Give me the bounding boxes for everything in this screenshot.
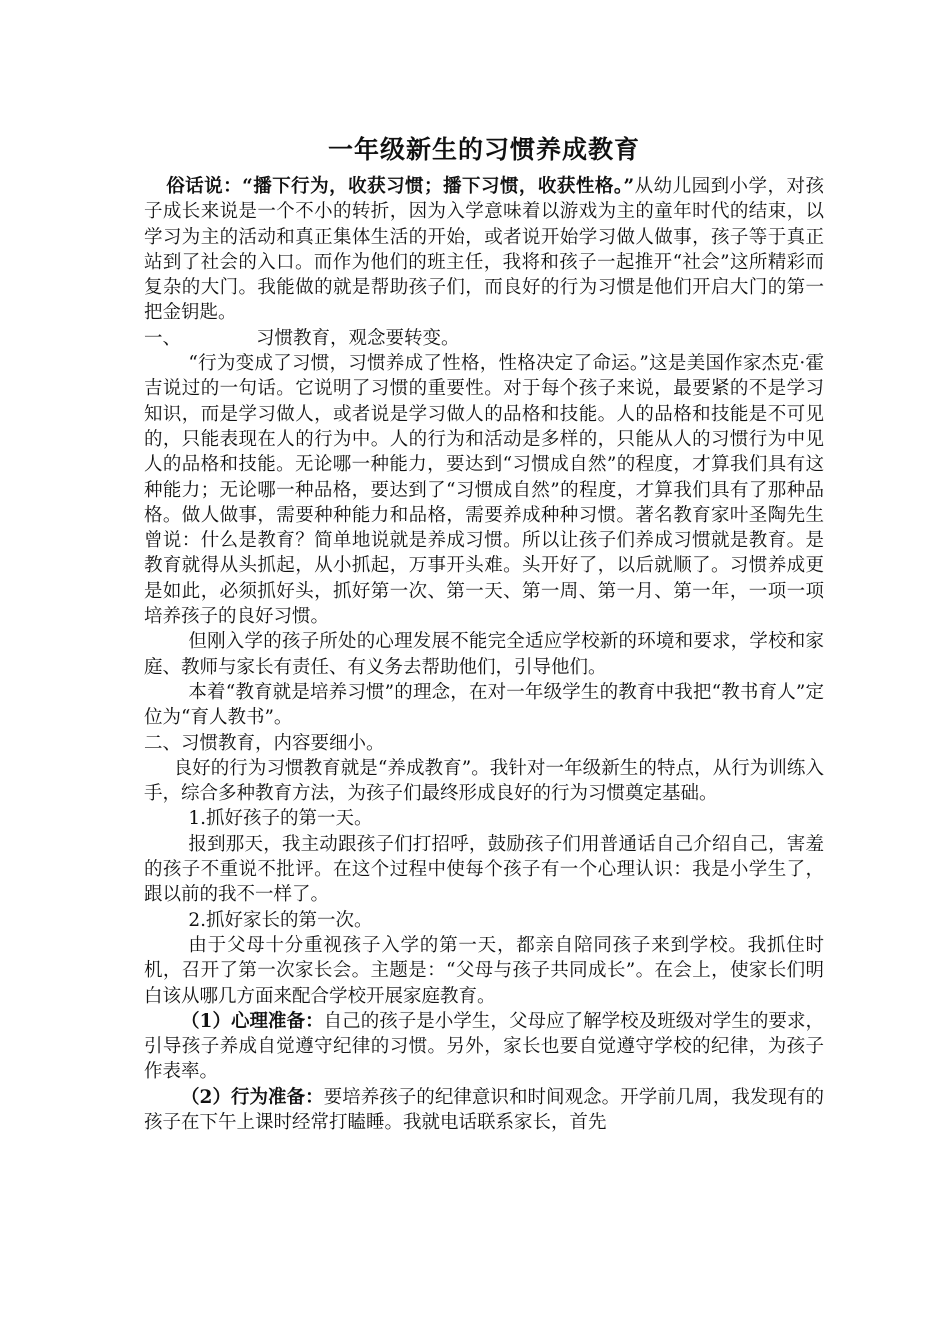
document-page (144, 132, 824, 1135)
section1-paragraph-1: “行为变成了习惯，习惯养成了性格，性格决定了命运。”这是美国作家杰克·霍吉说过的一句话。它说明了习惯的重要性。对于每个孩子来说，最要紧的不是学习知识，而是学习做人，或者说是学习做人的品格和技能。人的品格和技能是不可见的，只能表现在人的行为中。人的行为和活动是多样的，只能从人的习惯行为中见人的品格和技能。无论哪一种能力，要达到“习惯成自然”的程度，才算我们具有这种能力；无论哪一种品格，要达到了“习惯成自然”的程度，才算我们具有了那种品格。做人做事，需要种种能力和品格，需要养成种种习惯。著名教育家叶圣陶先生曾说：什么是教育？简单地说就是养成习惯。所以让孩子们养成习惯就是教育。是教育就得从头抓起，从小抓起，万事开头难。头开好了，以后就顺了。习惯养成更是如此，必须抓好头，抓好第一次、第一天、第一周、第一月、第一年，一项一项培养孩子的良好习惯。 (144, 353, 824, 628)
subitem1-label: （1）心理准备： (181, 1010, 324, 1032)
subitem2-paragraph (144, 1085, 824, 1136)
section1-paragraph-2: 但刚入学的孩子所处的心理发展不能完全适应学校新的环境和要求，学校和家庭、教师与家长有责任、有义务去帮助他们，引导他们。 (144, 631, 824, 678)
intro-paragraph (144, 174, 824, 326)
subitem2-label: （2）行为准备： (181, 1086, 324, 1108)
section1-heading (144, 326, 824, 351)
intro-text: 从幼儿园到小学，对孩子成长来说是一个不小的转折，因为入学意味着以游戏为主的童年时代的结束，以学习为主的活动和真正集体生活的开始，或者说开始学习做人做事，孩子等于真正站到了社会的入口。而作为他们的班主任，我将和孩子一起推开“社会”这所精彩而复杂的大门。我能做的就是帮助孩子们，而良好的行为习惯是他们开启大门的第一把金钥匙。 (144, 176, 824, 324)
subitem1-text: 自己的孩子是小学生，父母应了解学校及班级对学生的要求，引导孩子养成自觉遵守纪律的习惯。另外，家长也要自觉遵守学校的纪律，为孩子作表率。 (144, 1010, 824, 1083)
section2-heading: 二、习惯教育，内容要细小。 (144, 732, 385, 754)
item1-paragraph: 报到那天，我主动跟孩子们打招呼，鼓励孩子们用普通话自己介绍自己，害羞的孩子不重说不批评。在这个过程中使每个孩子有一个心理认识：我是小学生了，跟以前的我不一样了。 (144, 833, 824, 906)
section1-heading-text: 习惯教育，观念要转变。 (256, 327, 460, 349)
subitem2-text: 要培养孩子的纪律意识和时间观念。开学前几周，我发现有的孩子在下午上课时经常打瞌睡。我就电话联系家长，首先 (144, 1086, 824, 1133)
section2-paragraph-1: 良好的行为习惯教育就是“养成教育”。我针对一年级新生的特点，从行为训练入手，综合多种教育方法，为孩子们最终形成良好的行为习惯奠定基础。 (144, 757, 824, 805)
intro-quote: 俗话说：“播下行为，收获习惯；播下习惯，收获性格。” (166, 176, 635, 197)
document-title: 一年级新生的习惯养成教育 (327, 135, 640, 164)
subitem1-paragraph (144, 1009, 824, 1085)
section1-number: 一、 (144, 327, 182, 349)
item2-paragraph: 由于父母十分重视孩子入学的第一天，都亲自陪同孩子来到学校。我抓住时机，召开了第一次家长会。主题是：“父母与孩子共同成长”。在会上，使家长们明白该从哪几方面来配合学校开展家庭教育。 (144, 934, 824, 1007)
item1-heading: 1.抓好孩子的第一天。 (188, 808, 373, 830)
item2-heading: 2.抓好家长的第一次。 (188, 909, 373, 931)
section1-paragraph-3: 本着“教育就是培养习惯”的理念，在对一年级学生的教育中我把“教书育人”定位为“育人教书”。 (144, 681, 824, 729)
